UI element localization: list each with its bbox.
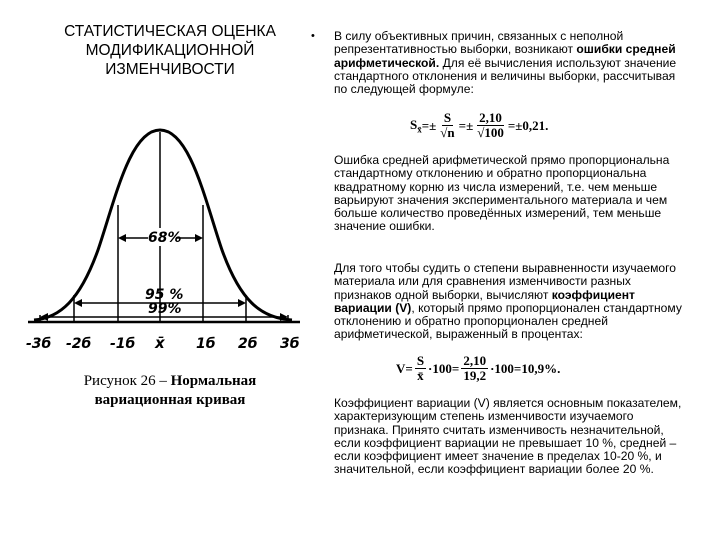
formula2-eq2: = bbox=[451, 360, 460, 376]
tick-label: -1б bbox=[110, 336, 136, 352]
tick-label: 2б bbox=[238, 336, 258, 352]
paragraph-variation-intro bbox=[334, 262, 684, 342]
caption-title: Нормальная вариационная кривая bbox=[94, 373, 257, 408]
formula1-frac1: $\frac{S}{√n}$ bbox=[440, 110, 455, 140]
p3-text-c: , который прямо пропорционален стандартному отклонению и обратно пропорционален средней арифметической, выраженный в процентах: bbox=[334, 300, 682, 342]
formula1-eq1: =± bbox=[421, 117, 437, 133]
formula2-mult2: ·100 bbox=[490, 360, 514, 376]
p1-text-c: Для её вычисления используют значение стандартного отклонения и величины выборки, рассчитывая по следующей формуле: bbox=[334, 55, 677, 97]
formula2-frac1: $\frac{S}{x̄}$ bbox=[416, 353, 425, 383]
slide-title: СТАТИСТИЧЕСКАЯ ОЦЕНКА МОДИФИКАЦИОННОЙ ИЗМЕНЧИВОСТИ bbox=[64, 23, 276, 78]
arrowhead-left-95 bbox=[74, 299, 82, 307]
bullet-marker: • bbox=[311, 30, 315, 42]
p1-bold: ошибки средней арифметической. bbox=[334, 42, 676, 70]
formula2-lhs: V bbox=[396, 360, 406, 376]
formula2-result: =10,9%. bbox=[513, 360, 561, 376]
variation-curve-figure bbox=[0, 0, 320, 360]
paragraph-error-intro bbox=[334, 30, 684, 96]
caption-prefix: Рисунок 26 – bbox=[83, 373, 167, 389]
formula1-eq2: =± bbox=[458, 117, 474, 133]
tick-label: -2б bbox=[66, 336, 92, 352]
paragraph-error-explanation: Ошибка средней арифметической прямо пропорциональна стандартному отклонению и обратно пропорциональна квадратному корню из числа измерений, т.е. чем меньше варьируют значения экспериментального материала и чем больше количество проведённых измерений, тем меньше значение ошибки. bbox=[334, 153, 670, 234]
formula2-mult1: ·100 bbox=[428, 360, 452, 376]
p1-text-a: В силу объективных причин, связанных с неполной репрезентативностью выборки, возникают bbox=[334, 29, 624, 57]
tick-label: x̄ bbox=[155, 334, 165, 352]
formula1-frac2: $\frac{2,10}{√100}$ bbox=[477, 110, 504, 140]
formula2-eq1: = bbox=[405, 360, 413, 376]
figure-caption bbox=[40, 372, 300, 410]
formula-coefficient-variation bbox=[396, 354, 560, 383]
arrowhead-left-68 bbox=[118, 234, 126, 242]
tick-label: 1б bbox=[196, 336, 216, 352]
formula2-frac2: $\frac{2,10}{19,2}$ bbox=[463, 353, 487, 383]
formula1-lhs: $S_{x̄}$ bbox=[410, 116, 422, 135]
paragraph-variation-interpretation: Коэффициент вариации (V) является основным показателем, характеризующим степень изменчивости изучаемого признака. Принято считать изменчивость незначительной, если коэффициент вариации не превышает 10 %, средней – если коэффициент имеет значение в пределах 10-20 %, и значительной, если коэффициент вариации более 20 %. bbox=[334, 396, 682, 477]
arrowhead-right-68 bbox=[195, 234, 203, 242]
tick-label: 3б bbox=[280, 336, 300, 352]
p3-text-a: Для того чтобы судить о степени выравненности изучаемого материала или для сравнения изменчивости разных признаков одной выборки, вычисляют bbox=[334, 261, 677, 302]
tick-label: -3б bbox=[26, 336, 52, 352]
label-95: 95 % bbox=[145, 287, 184, 303]
arrowhead-right-95 bbox=[238, 299, 246, 307]
formula1-result: =±0,21. bbox=[507, 117, 549, 133]
label-99: 99% bbox=[148, 301, 182, 317]
formula-standard-error bbox=[410, 111, 548, 140]
p3-bold: коэффициент вариации (V) bbox=[334, 287, 635, 315]
label-68: 68% bbox=[148, 230, 182, 246]
